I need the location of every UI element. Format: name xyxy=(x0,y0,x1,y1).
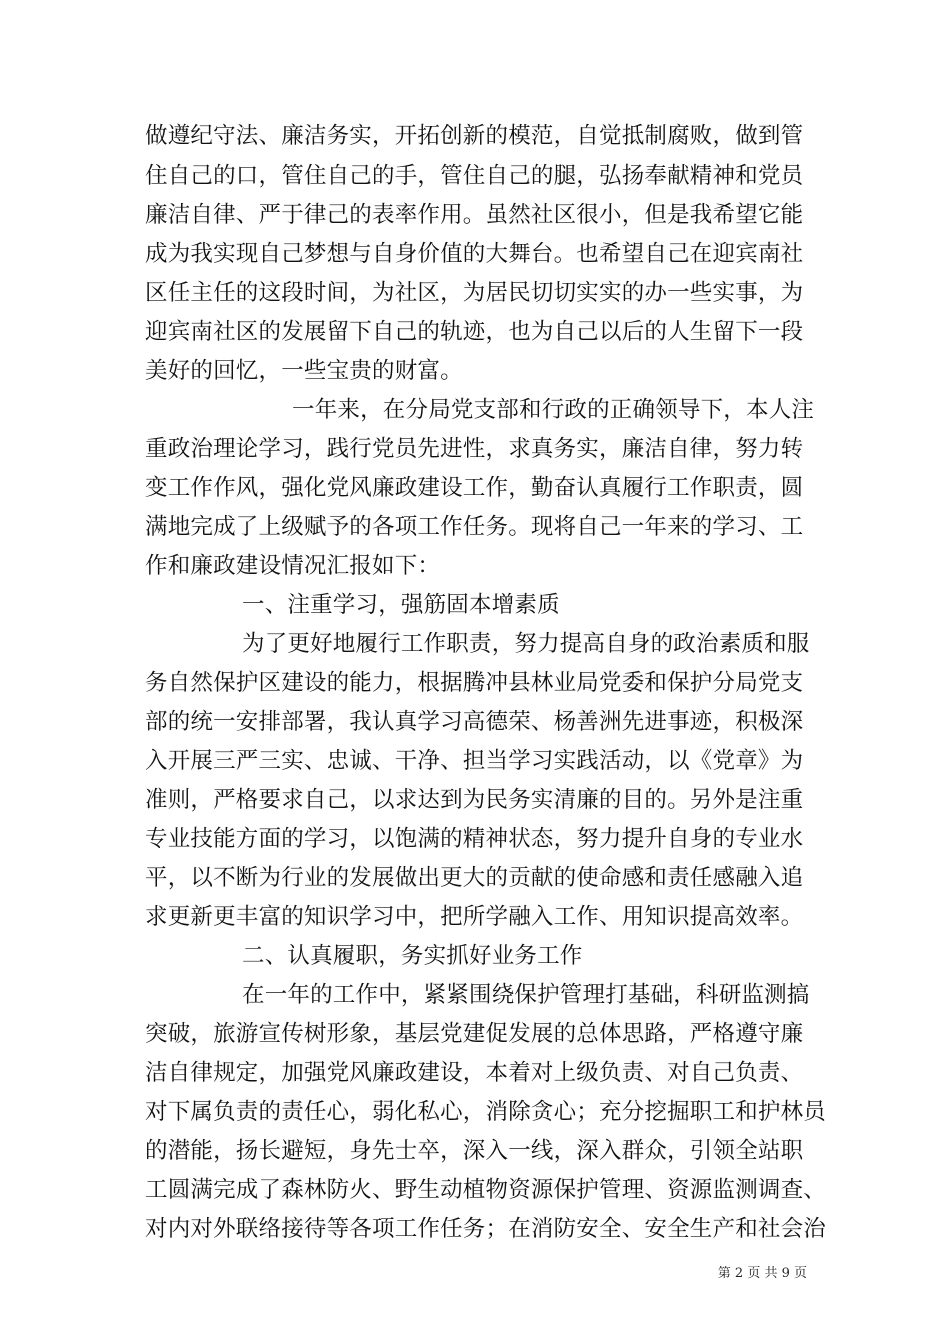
body-line: 的潜能，扬长避短，身先士卒，深入一线，深入群众，引领全站职 xyxy=(145,1138,804,1164)
body-line: 突破，旅游宣传树形象，基层党建促发展的总体思路，严格遵守廉 xyxy=(145,1021,804,1047)
body-line: 入开展三严三实、忠诚、干净、担当学习实践活动，以《党章》为 xyxy=(145,748,804,774)
section-heading: 二、认真履职，务实抓好业务工作 xyxy=(242,943,583,969)
body-line: 满地完成了上级赋予的各项工作任务。现将自己一年来的学习、工 xyxy=(145,514,804,540)
body-line: 准则，严格要求自己，以求达到为民务实清廉的目的。另外是注重 xyxy=(145,787,804,813)
body-line: 为了更好地履行工作职责，努力提高自身的政治素质和服 xyxy=(242,631,810,657)
body-line: 洁自律规定，加强党风廉政建设，本着对上级负责、对自己负责、 xyxy=(145,1060,804,1086)
body-line: 成为我实现自己梦想与自身价值的大舞台。也希望自己在迎宾南社 xyxy=(145,241,804,267)
body-line: 迎宾南社区的发展留下自己的轨迹，也为自己以后的人生留下一段 xyxy=(145,319,804,345)
body-line: 区任主任的这段时间，为社区，为居民切切实实的办一些实事，为 xyxy=(145,280,804,306)
body-line: 对内对外联络接待等各项工作任务；在消防安全、安全生产和社会治 xyxy=(145,1216,827,1242)
body-line: 求更新更丰富的知识学习中，把所学融入工作、用知识提高效率。 xyxy=(145,904,804,930)
body-line: 专业技能方面的学习，以饱满的精神状态，努力提升自身的专业水 xyxy=(145,826,804,852)
section-heading: 一、注重学习，强筋固本增素质 xyxy=(242,592,560,618)
body-line: 平，以不断为行业的发展做出更大的贡献的使命感和责任感融入追 xyxy=(145,865,804,891)
body-line: 重政治理论学习，践行党员先进性，求真务实，廉洁自律，努力转 xyxy=(145,436,804,462)
body-line: 做遵纪守法、廉洁务实，开拓创新的模范，自觉抵制腐败，做到管 xyxy=(145,123,804,149)
page-number-footer: 第 2 页 共 9 页 xyxy=(717,1266,807,1281)
body-line: 住自己的口，管住自己的手，管住自己的腿，弘扬奉献精神和党员 xyxy=(145,163,804,189)
body-line: 美好的回忆，一些宝贵的财富。 xyxy=(145,358,463,384)
body-line: 工圆满完成了森林防火、野生动植物资源保护管理、资源监测调查、 xyxy=(145,1177,827,1203)
body-line: 作和廉政建设情况汇报如下： xyxy=(145,553,441,579)
body-line: 一年来，在分局党支部和行政的正确领导下，本人注 xyxy=(292,397,815,423)
body-line: 在一年的工作中，紧紧围绕保护管理打基础，科研监测搞 xyxy=(242,982,810,1008)
body-line: 部的统一安排部署，我认真学习高德荣、杨善洲先进事迹，积极深 xyxy=(145,709,804,735)
body-line: 对下属负责的责任心，弱化私心，消除贪心；充分挖掘职工和护林员 xyxy=(145,1099,827,1125)
body-line: 务自然保护区建设的能力，根据腾冲县林业局党委和保护分局党支 xyxy=(145,670,804,696)
body-line: 廉洁自律、严于律己的表率作用。虽然社区很小，但是我希望它能 xyxy=(145,202,804,228)
body-line: 变工作作风，强化党风廉政建设工作，勤奋认真履行工作职责，圆 xyxy=(145,475,804,501)
